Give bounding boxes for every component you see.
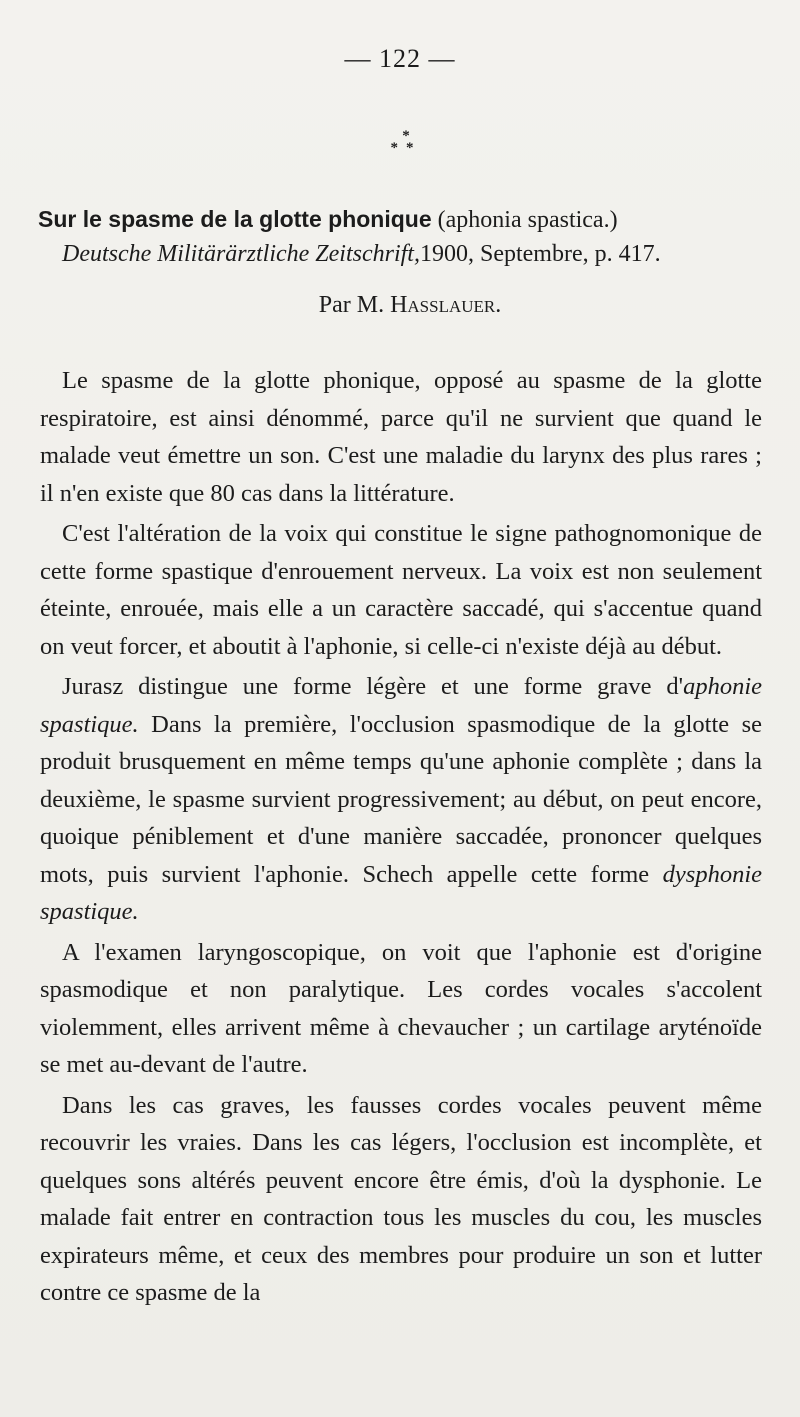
paragraph: Le spasme de la glotte phonique, opposé au spasme de la glotte respiratoire, est ainsi dénommé, parce qu'il ne survient que quand le malade veut émettre un son. C'est une maladie du larynx des plus rares ; il n'en existe que 80 cas dans la littérature.: [40, 367, 762, 507]
paragraph: C'est l'altération de la voix qui constitue le signe pathognomonique de cette forme spastique d'enrouement nerveux. La voix est non seulement éteinte, enrouée, mais elle a un caractère saccadé, qui s'accentue quand on veut forcer, et aboutit à l'aphonie, si celle-ci n'existe déjà au début.: [40, 520, 762, 660]
article-title: [38, 206, 768, 234]
article-title-main: Sur le spasme de la glotte phonique: [38, 206, 432, 232]
emphasis: aphonie spastique.: [40, 673, 762, 738]
author-name: Hasslauer.: [390, 292, 502, 318]
page-number: — 122 —: [344, 44, 456, 73]
emphasis: dysphonie spastique.: [40, 860, 762, 925]
article-body: [40, 362, 762, 1312]
journal-reference: [62, 241, 782, 268]
paragraph: Dans les cas graves, les fausses cordes vocales peuvent même recouvrir les vraies. Dans les cas légers, l'occlusion est incomplète, et quelques sons altérés peuvent encore être émis, d'où la dysphonie. Le malade fait entrer en contraction tous les muscles du cou, les muscles expirateurs même, et ceux des membres pour produire un son et lutter contre ce spasme de la: [40, 1091, 762, 1306]
author-prefix: Par M.: [318, 292, 385, 318]
article-title-subtitle: (aphonia spastica.): [437, 207, 618, 233]
paragraph: Jurasz distingue une forme légère et une forme grave d'aphonie spastique. Dans la première, l'occlusion spasmodique de la glotte se produit brusquement en même temps qu'une aphonie complète ; dans la deuxième, le spasme survient progressivement; au début, on peut encore, quoique péniblement et d'une manière saccadée, prononcer quelques mots, puis survient l'aphonie. Schech appelle cette forme dysphonie spastique.: [40, 673, 762, 925]
journal-citation: 1900, Septembre, p. 417.: [419, 241, 661, 267]
section-separator: * **: [390, 128, 422, 156]
journal-name: Deutsche Militärärztliche Zeitschrift,: [62, 241, 420, 267]
paragraph: A l'examen laryngoscopique, on voit que l'aphonie est d'origine spasmodique et non paralytique. Les cordes vocales s'accolent violemment, elles arrivent même à chevaucher ; un cartilage aryténoïde se met au-devant de l'autre.: [40, 938, 762, 1078]
article-author: [0, 292, 800, 319]
